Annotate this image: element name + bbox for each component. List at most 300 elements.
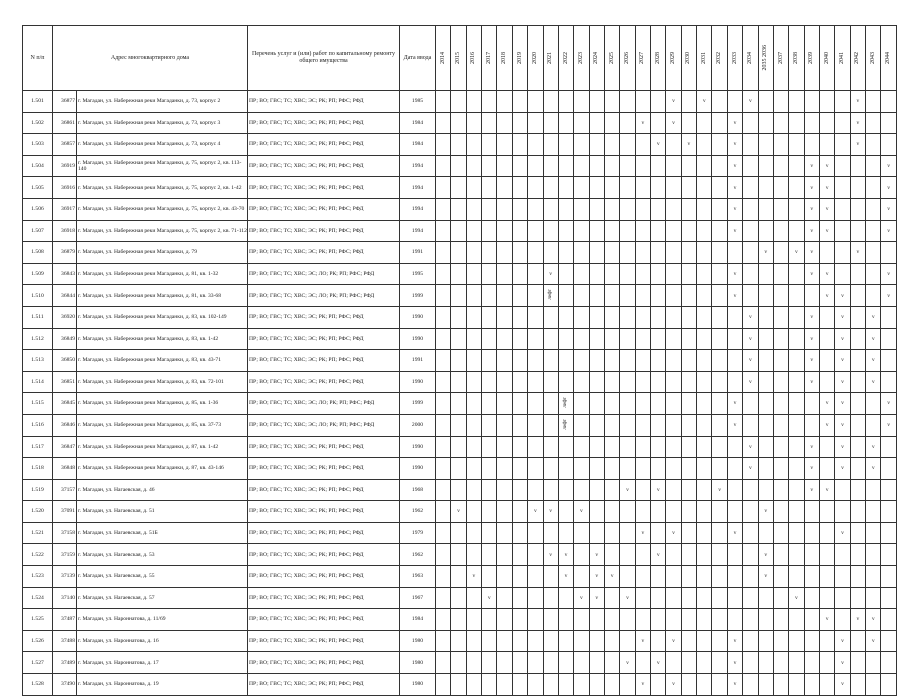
year-cell — [466, 414, 481, 436]
year-cell — [635, 285, 650, 307]
row-number: 1.518 — [23, 458, 53, 480]
repair-mark: v — [564, 551, 568, 558]
year-cell — [881, 285, 896, 307]
year-cell — [497, 522, 512, 544]
year-cell — [497, 652, 512, 674]
year-cell — [758, 652, 773, 674]
year-cell — [497, 393, 512, 415]
year-cell — [712, 479, 727, 501]
row-number: 1.520 — [23, 501, 53, 523]
year-cell — [789, 566, 804, 588]
year-cell — [881, 630, 896, 652]
year-cell — [543, 544, 558, 566]
works-list: ПР; ВО; ГВС; ТС; ХВС; ЭС; РК; РП; РФС; РФД — [248, 630, 400, 652]
row-number: 1.502 — [23, 112, 53, 134]
year-cell — [850, 479, 865, 501]
year-cell — [512, 134, 527, 156]
year-cell — [436, 91, 451, 113]
year-cell — [635, 220, 650, 242]
year-cell — [512, 630, 527, 652]
year-cell — [451, 501, 466, 523]
year-cell — [620, 91, 635, 113]
year-cell — [773, 566, 788, 588]
house-code: 37139 — [53, 566, 77, 588]
year-cell — [666, 177, 681, 199]
year-cell — [543, 566, 558, 588]
year-cell — [666, 155, 681, 177]
year-built: 1980 — [400, 674, 436, 696]
works-list: ПР; ВО; ГВС; ТС; ХВС; ЭС; РК; РП; РФС; РФД — [248, 306, 400, 328]
year-cell — [512, 198, 527, 220]
year-cell — [866, 609, 881, 631]
house-address: г. Магадан, ул. Набережная реки Магаданки, д. 73, корпус 3 — [77, 112, 248, 134]
year-cell — [866, 91, 881, 113]
year-cell — [666, 285, 681, 307]
year-built: 1968 — [400, 479, 436, 501]
year-cell — [866, 652, 881, 674]
year-cell — [589, 306, 604, 328]
year-cell — [666, 198, 681, 220]
year-cell — [666, 652, 681, 674]
year-cell — [436, 220, 451, 242]
year-cell — [528, 522, 543, 544]
year-cell — [758, 371, 773, 393]
year-cell — [789, 112, 804, 134]
year-cell — [466, 371, 481, 393]
year-cell — [635, 371, 650, 393]
row-number: 1.503 — [23, 134, 53, 156]
year-cell — [743, 177, 758, 199]
house-address: г. Магадан, ул. Набережная реки Магаданки, д. 81, кв. 1-32 — [77, 263, 248, 285]
year-cell — [651, 328, 666, 350]
year-cell — [712, 242, 727, 264]
year-cell — [835, 630, 850, 652]
year-cell — [681, 630, 696, 652]
year-cell — [497, 263, 512, 285]
year-cell — [697, 112, 712, 134]
repair-mark: v — [795, 249, 798, 256]
year-cell — [789, 198, 804, 220]
year-cell — [881, 522, 896, 544]
year-cell — [543, 522, 558, 544]
year-cell — [528, 91, 543, 113]
header-year-label: 2020 — [531, 52, 538, 64]
repair-mark: v — [871, 465, 875, 472]
year-cell — [620, 522, 635, 544]
repair-mark: v — [641, 119, 645, 126]
year-cell — [881, 609, 896, 631]
year-cell — [574, 371, 589, 393]
year-cell — [789, 263, 804, 285]
year-cell — [589, 479, 604, 501]
house-code: 36844 — [53, 285, 77, 307]
year-cell — [497, 479, 512, 501]
year-cell — [604, 263, 619, 285]
year-cell — [850, 630, 865, 652]
works-list: ПР; ВО; ГВС; ТС; ХВС; ЭС; РК; РП; РФС; РФД — [248, 544, 400, 566]
year-cell — [789, 674, 804, 696]
year-cell — [681, 609, 696, 631]
repair-mark: v — [580, 594, 583, 601]
repair-mark: v — [626, 486, 629, 493]
house-code: 36877 — [53, 91, 77, 113]
year-cell — [727, 630, 742, 652]
year-cell — [497, 350, 512, 372]
year-cell — [512, 220, 527, 242]
year-cell — [681, 155, 696, 177]
repair-mark: v — [564, 573, 568, 580]
year-cell — [850, 112, 865, 134]
year-built: 1994 — [400, 198, 436, 220]
repair-mark: v — [871, 335, 875, 342]
year-cell — [574, 566, 589, 588]
repair-mark: v — [810, 378, 814, 385]
year-cell — [589, 371, 604, 393]
year-cell — [497, 371, 512, 393]
year-cell — [697, 306, 712, 328]
year-cell — [666, 414, 681, 436]
year-cell — [743, 220, 758, 242]
year-cell — [727, 587, 742, 609]
year-cell — [743, 674, 758, 696]
year-cell — [850, 177, 865, 199]
year-cell — [850, 501, 865, 523]
year-cell — [666, 134, 681, 156]
year-cell — [466, 306, 481, 328]
year-cell — [635, 501, 650, 523]
year-cell — [604, 242, 619, 264]
year-cell — [497, 587, 512, 609]
header-year-label: 2027 — [639, 52, 646, 64]
year-cell — [758, 306, 773, 328]
year-cell — [497, 674, 512, 696]
repair-mark: v — [610, 573, 614, 580]
year-cell — [512, 285, 527, 307]
house-code: 36848 — [53, 458, 77, 480]
year-cell — [743, 134, 758, 156]
year-cell — [651, 91, 666, 113]
year-cell — [881, 155, 896, 177]
year-built: 1980 — [400, 652, 436, 674]
year-cell — [574, 91, 589, 113]
repair-mark: v — [764, 573, 768, 580]
year-built: 1980 — [400, 630, 436, 652]
year-cell — [482, 479, 497, 501]
year-cell — [482, 609, 497, 631]
year-cell — [819, 91, 834, 113]
year-cell — [451, 220, 466, 242]
year-cell — [804, 220, 819, 242]
year-cell — [651, 522, 666, 544]
house-code: 36857 — [53, 134, 77, 156]
header-year — [681, 26, 696, 91]
year-cell — [635, 479, 650, 501]
year-cell — [835, 328, 850, 350]
header-year — [651, 26, 666, 91]
year-cell — [681, 414, 696, 436]
year-cell — [666, 306, 681, 328]
repair-mark: v — [856, 98, 860, 105]
year-cell — [436, 630, 451, 652]
year-cell — [620, 674, 635, 696]
year-cell — [436, 263, 451, 285]
year-cell — [743, 501, 758, 523]
year-cell — [436, 198, 451, 220]
house-code: 36846 — [53, 414, 77, 436]
year-cell — [666, 501, 681, 523]
year-cell — [466, 177, 481, 199]
year-cell — [451, 177, 466, 199]
repair-mark: v — [841, 314, 844, 321]
year-cell — [743, 414, 758, 436]
year-cell — [727, 674, 742, 696]
year-cell — [850, 155, 865, 177]
year-cell — [589, 91, 604, 113]
year-cell — [789, 306, 804, 328]
year-cell — [620, 566, 635, 588]
year-cell — [635, 198, 650, 220]
repair-mark: лифт — [547, 289, 553, 300]
year-cell — [835, 91, 850, 113]
year-cell — [558, 306, 573, 328]
year-cell — [743, 198, 758, 220]
table-row — [23, 263, 897, 285]
year-cell — [727, 285, 742, 307]
works-list: ПР; ВО; ГВС; ТС; ХВС; ЭС; РК; РП; РФС; РФД — [248, 674, 400, 696]
house-code: 36861 — [53, 112, 77, 134]
header-year-label: 2044 — [885, 52, 892, 64]
year-cell — [497, 112, 512, 134]
year-cell — [482, 522, 497, 544]
year-cell — [850, 350, 865, 372]
year-cell — [804, 587, 819, 609]
house-code: 36843 — [53, 263, 77, 285]
year-cell — [804, 263, 819, 285]
year-cell — [528, 306, 543, 328]
year-cell — [835, 155, 850, 177]
year-cell — [436, 544, 451, 566]
year-cell — [558, 393, 573, 415]
repair-mark: v — [733, 292, 737, 299]
repair-mark: v — [810, 314, 814, 321]
row-number: 1.507 — [23, 220, 53, 242]
header-year — [635, 26, 650, 91]
year-cell — [620, 306, 635, 328]
year-cell — [773, 112, 788, 134]
repair-mark: v — [764, 508, 768, 515]
year-cell — [819, 544, 834, 566]
year-cell — [758, 91, 773, 113]
works-list: ПР; ВО; ГВС; ТС; ХВС; ЭС; РК; РП; РФС; РФД — [248, 479, 400, 501]
year-cell — [712, 566, 727, 588]
year-cell — [635, 350, 650, 372]
year-cell — [482, 371, 497, 393]
year-cell — [497, 328, 512, 350]
year-cell — [512, 91, 527, 113]
header-year-label: 2026 — [624, 52, 631, 64]
year-cell — [819, 220, 834, 242]
year-cell — [773, 501, 788, 523]
header-year — [466, 26, 481, 91]
year-cell — [681, 371, 696, 393]
year-cell — [881, 306, 896, 328]
header-year-label: 2017 — [485, 52, 492, 64]
year-cell — [482, 328, 497, 350]
year-cell — [528, 609, 543, 631]
year-built: 1962 — [400, 501, 436, 523]
year-cell — [681, 674, 696, 696]
year-cell — [881, 458, 896, 480]
year-cell — [528, 242, 543, 264]
year-cell — [512, 112, 527, 134]
year-cell — [727, 263, 742, 285]
house-code: 37159 — [53, 544, 77, 566]
year-cell — [758, 350, 773, 372]
header-year — [543, 26, 558, 91]
year-cell — [789, 414, 804, 436]
header-year-label: 2025 — [608, 52, 615, 64]
year-cell — [850, 566, 865, 588]
header-year-label: 2016 — [470, 52, 477, 64]
year-cell — [819, 609, 834, 631]
year-cell — [666, 566, 681, 588]
year-cell — [466, 242, 481, 264]
year-cell — [727, 220, 742, 242]
year-cell — [620, 177, 635, 199]
year-cell — [835, 544, 850, 566]
header-year-label: 2031 — [700, 52, 707, 64]
header-address: Адрес многоквартирного дома — [53, 26, 248, 91]
repair-mark: v — [825, 486, 829, 493]
header-year — [712, 26, 727, 91]
year-cell — [758, 198, 773, 220]
year-cell — [604, 522, 619, 544]
year-cell — [727, 522, 742, 544]
repair-mark: v — [487, 594, 491, 601]
header-year — [835, 26, 850, 91]
year-cell — [466, 479, 481, 501]
header-year — [620, 26, 635, 91]
year-cell — [743, 479, 758, 501]
repair-mark: v — [733, 206, 737, 213]
year-cell — [835, 479, 850, 501]
year-cell — [804, 198, 819, 220]
year-cell — [819, 263, 834, 285]
header-year — [528, 26, 543, 91]
year-cell — [804, 436, 819, 458]
year-cell — [451, 285, 466, 307]
year-cell — [482, 393, 497, 415]
year-cell — [773, 522, 788, 544]
year-cell — [850, 522, 865, 544]
table-row — [23, 285, 897, 307]
year-cell — [512, 479, 527, 501]
repair-mark: v — [626, 659, 629, 666]
year-cell — [804, 414, 819, 436]
repair-mark: v — [748, 357, 752, 364]
year-cell — [558, 544, 573, 566]
year-cell — [466, 630, 481, 652]
year-cell — [666, 263, 681, 285]
year-cell — [758, 630, 773, 652]
repair-mark: v — [810, 486, 814, 493]
year-cell — [512, 242, 527, 264]
year-cell — [712, 134, 727, 156]
table-row — [23, 155, 897, 177]
year-cell — [712, 371, 727, 393]
year-cell — [558, 609, 573, 631]
repair-mark: v — [549, 270, 553, 277]
year-cell — [543, 501, 558, 523]
year-cell — [835, 371, 850, 393]
repair-mark: v — [733, 638, 737, 645]
year-cell — [804, 112, 819, 134]
year-cell — [604, 458, 619, 480]
repair-mark: v — [841, 443, 844, 450]
year-cell — [482, 501, 497, 523]
table-row — [23, 220, 897, 242]
year-cell — [558, 630, 573, 652]
year-cell — [482, 630, 497, 652]
repair-mark: v — [810, 184, 814, 191]
row-number: 1.501 — [23, 91, 53, 113]
year-cell — [620, 350, 635, 372]
year-cell — [881, 544, 896, 566]
year-cell — [666, 220, 681, 242]
year-cell — [451, 436, 466, 458]
year-cell — [743, 522, 758, 544]
year-cell — [804, 91, 819, 113]
year-cell — [666, 112, 681, 134]
header-year — [850, 26, 865, 91]
year-cell — [866, 479, 881, 501]
year-cell — [543, 371, 558, 393]
year-cell — [819, 566, 834, 588]
header-year-label: 2030 — [685, 52, 692, 64]
year-cell — [651, 566, 666, 588]
year-cell — [881, 501, 896, 523]
year-cell — [589, 587, 604, 609]
repair-mark: v — [733, 270, 737, 277]
year-cell — [528, 414, 543, 436]
year-cell — [866, 522, 881, 544]
year-cell — [681, 177, 696, 199]
year-cell — [482, 674, 497, 696]
year-cell — [574, 285, 589, 307]
repair-mark: v — [733, 227, 737, 234]
year-cell — [651, 371, 666, 393]
year-cell — [666, 544, 681, 566]
repair-mark: v — [887, 292, 890, 299]
works-list: ПР; ВО; ГВС; ТС; ХВС; ЭС; РК; РП; РФС; РФД — [248, 177, 400, 199]
year-cell — [697, 609, 712, 631]
header-year — [436, 26, 451, 91]
year-cell — [436, 393, 451, 415]
house-address: г. Магадан, ул. Набережная реки Магаданки, д. 79 — [77, 242, 248, 264]
year-cell — [651, 285, 666, 307]
year-cell — [482, 285, 497, 307]
year-cell — [620, 544, 635, 566]
year-cell — [712, 285, 727, 307]
year-cell — [436, 522, 451, 544]
year-cell — [881, 350, 896, 372]
year-cell — [558, 328, 573, 350]
year-cell — [482, 436, 497, 458]
year-cell — [666, 587, 681, 609]
year-cell — [604, 306, 619, 328]
year-cell — [620, 112, 635, 134]
year-cell — [819, 177, 834, 199]
